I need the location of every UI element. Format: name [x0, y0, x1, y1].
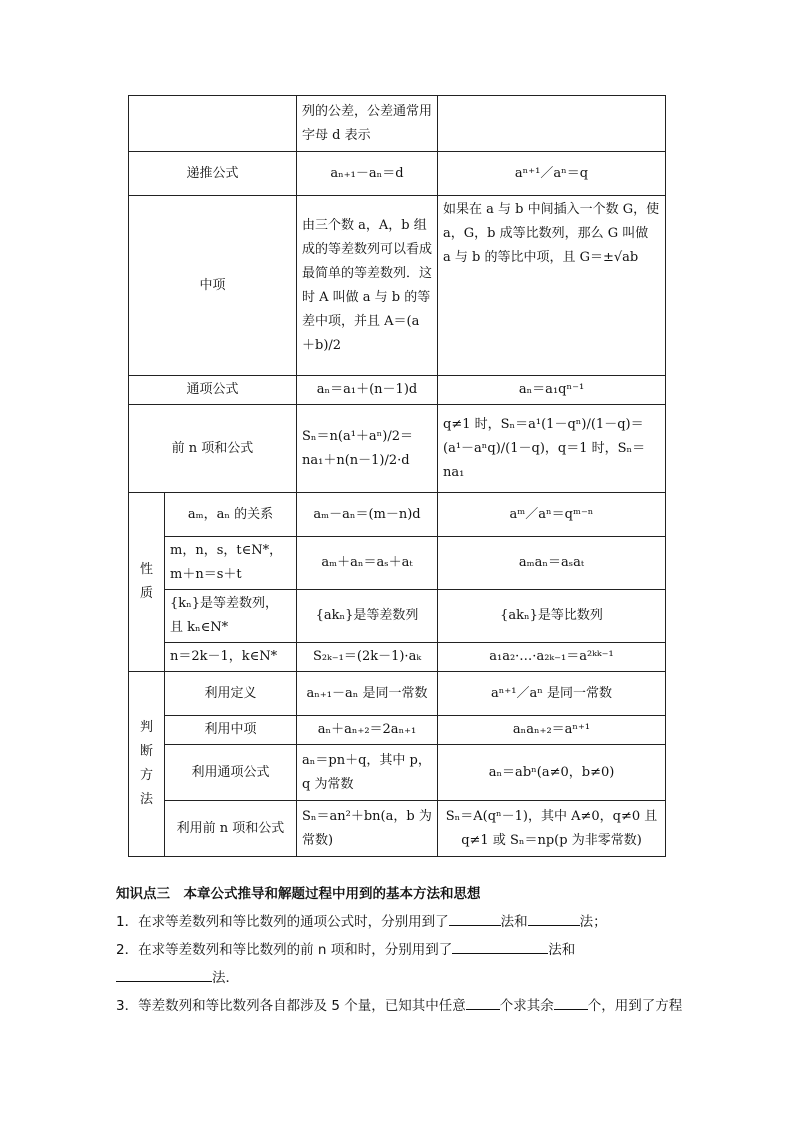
arith-cell: aₘ＋aₙ＝aₛ＋aₜ: [297, 537, 438, 590]
table-row: [129, 196, 666, 376]
table-row: [129, 96, 666, 152]
table-row: [129, 537, 666, 590]
sequence-comparison-table: [128, 95, 666, 857]
answer-blank[interactable]: [466, 995, 500, 1010]
answer-blank[interactable]: [452, 939, 548, 954]
answer-blank[interactable]: [116, 967, 212, 982]
cond-cell: n＝2k－1，k∈N*: [165, 643, 297, 672]
arith-cell: 由三个数 a，A，b 组成的等差数列可以看成最简单的等差数列．这时 A 叫做 a 与 b 的等差中项，并且 A＝(a＋b)/2: [297, 196, 438, 376]
cond-cell: 利用定义: [165, 672, 297, 716]
row-label: 中项: [129, 196, 297, 376]
fill-blank-line-1: [116, 910, 607, 930]
arith-cell: aₙ＝pn＋q，其中 p，q 为常数: [297, 745, 438, 801]
cond-cell: 利用前 n 项和公式: [165, 801, 297, 857]
table-row: [129, 801, 666, 857]
table-row: [129, 376, 666, 405]
cond-cell: aₘ，aₙ 的关系: [165, 493, 297, 537]
arith-cell: aₘ－aₙ＝(m－n)d: [297, 493, 438, 537]
text: 3．等差数列和等比数列各自都涉及 5 个量，已知其中任意: [116, 998, 466, 1014]
cond-cell: 利用中项: [165, 716, 297, 745]
text: 个，用到了方程: [587, 998, 683, 1014]
answer-blank[interactable]: [449, 911, 501, 926]
row-label: 通项公式: [129, 376, 297, 405]
notes-section: [116, 882, 682, 1042]
table-row: [129, 493, 666, 537]
text: 2．在求等差数列和等比数列的前 n 项和时，分别用到了: [116, 942, 453, 958]
text: 法和: [548, 942, 576, 958]
geom-cell: q≠1 时，Sₙ＝a¹(1－qⁿ)/(1－q)＝(a¹－aⁿq)/(1－q)，q＝1 时，Sₙ＝na₁: [438, 405, 666, 493]
geom-cell: aₙaₙ₊₂＝aⁿ⁺¹: [438, 716, 666, 745]
arith-cell: {akₙ}是等差数列: [297, 590, 438, 643]
geom-cell: 如果在 a 与 b 中间插入一个数 G，使 a，G，b 成等比数列，那么 G 叫做 a 与 b 的等比中项，且 G＝±√ab: [438, 196, 666, 376]
text: 个求其余: [499, 998, 554, 1014]
arith-cell: Sₙ＝n(a¹＋aⁿ)/2＝na₁＋n(n－1)/2·d: [297, 405, 438, 493]
row-label: 前 n 项和公式: [129, 405, 297, 493]
geom-cell: Sₙ＝A(qⁿ－1)，其中 A≠0，q≠0 且 q≠1 或 Sₙ＝np(p 为非零常数): [438, 801, 666, 857]
fill-blank-line-2-cont: [116, 966, 239, 986]
table-row: [129, 716, 666, 745]
table-cell: [129, 96, 297, 152]
table-row: [129, 643, 666, 672]
table-row: [129, 405, 666, 493]
cond-cell: {kₙ}是等差数列，且 kₙ∈N*: [165, 590, 297, 643]
arith-cell: aₙ＋aₙ₊₂＝2aₙ₊₁: [297, 716, 438, 745]
text: 法；: [579, 914, 607, 930]
fill-blank-line-3: [116, 994, 682, 1014]
arith-cell: Sₙ＝an²＋bn(a，b 为常数): [297, 801, 438, 857]
text: 1．在求等差数列和等比数列的通项公式时，分别用到了: [116, 914, 449, 930]
geom-cell: aⁿ⁺¹／aⁿ＝q: [438, 152, 666, 196]
geom-cell: aⁿ⁺¹／aⁿ 是同一常数: [438, 672, 666, 716]
answer-blank[interactable]: [528, 911, 580, 926]
fill-blank-line-2: [116, 938, 575, 958]
table-cell: 列的公差，公差通常用字母 d 表示: [297, 96, 438, 152]
arith-cell: aₙ₊₁－aₙ＝d: [297, 152, 438, 196]
table-row: [129, 152, 666, 196]
row-label: 递推公式: [129, 152, 297, 196]
geom-cell: aₙ＝abⁿ(a≠0，b≠0): [438, 745, 666, 801]
table-row: [129, 745, 666, 801]
geom-cell: a₁a₂·…·a₂ₖ₋₁＝a²ᵏᵏ⁻¹: [438, 643, 666, 672]
text: 法和: [500, 914, 528, 930]
geom-cell: aₙ＝a₁qⁿ⁻¹: [438, 376, 666, 405]
section-heading: 知识点三 本章公式推导和解题过程中用到的基本方法和思想: [116, 886, 481, 902]
property-group-label: 性质: [129, 493, 165, 672]
cond-cell: m，n，s，t∈N*，m＋n＝s＋t: [165, 537, 297, 590]
table-row: [129, 590, 666, 643]
arith-cell: S₂ₖ₋₁＝(2k－1)·aₖ: [297, 643, 438, 672]
answer-blank[interactable]: [554, 995, 588, 1010]
judge-group-label: 判断方法: [129, 672, 165, 857]
geom-cell: aᵐ／aⁿ＝qᵐ⁻ⁿ: [438, 493, 666, 537]
table-cell: [438, 96, 666, 152]
table-row: [129, 672, 666, 716]
geom-cell: aₘaₙ＝aₛaₜ: [438, 537, 666, 590]
arith-cell: aₙ₊₁－aₙ 是同一常数: [297, 672, 438, 716]
arith-cell: aₙ＝a₁＋(n－1)d: [297, 376, 438, 405]
geom-cell: {akₙ}是等比数列: [438, 590, 666, 643]
text: 法．: [212, 970, 239, 986]
cond-cell: 利用通项公式: [165, 745, 297, 801]
